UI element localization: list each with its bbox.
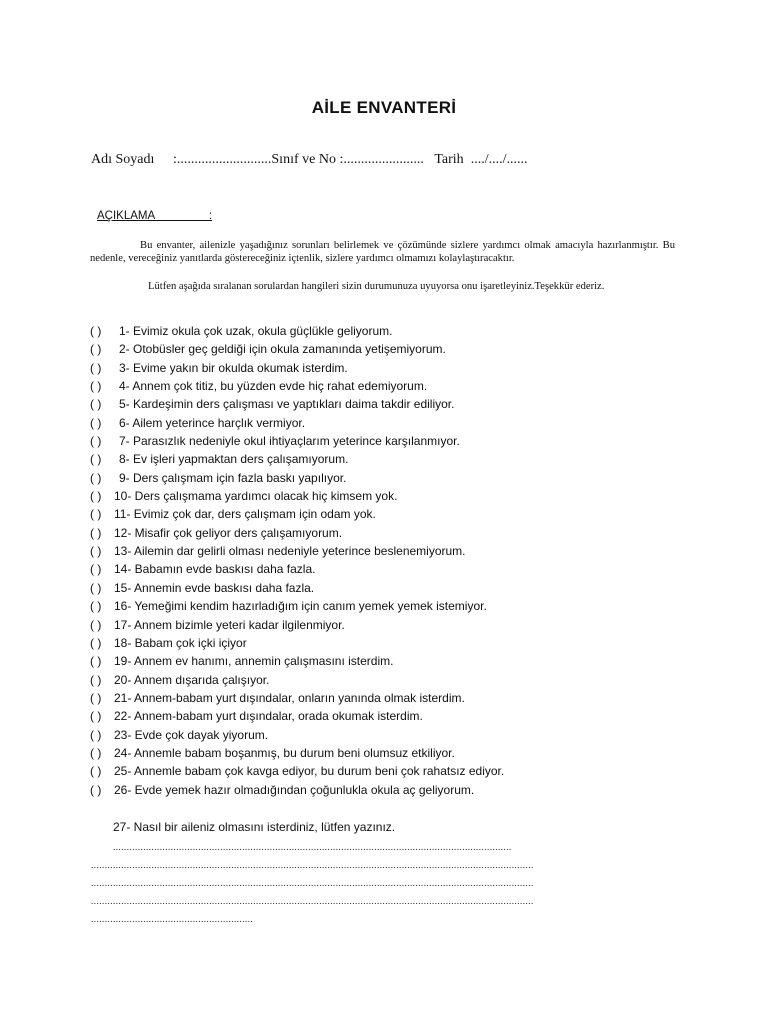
date-field[interactable]: ..../..../...... (470, 152, 528, 167)
checkbox[interactable]: ( ) (90, 434, 102, 449)
description-paragraph: Bu envanter, ailenizle yaşadığınız sorunları belirlemek ve çözümünde sizlere yardımcı olmak amacıyla hazırlanmıştır. Bu nedenle, vereceğiniz yanıtlarda göstereceğiniz içtenlik, sizlere yardımcı olmamızı kolaylaştıracaktır. (90, 240, 675, 265)
answer-line[interactable]: ................................................................................................................................................................. (91, 860, 534, 870)
question-text: 10- Ders çalışmama yardımcı olacak hiç kimsem yok. (114, 489, 398, 504)
list-item (90, 597, 710, 615)
name-label: Adı Soyadı (91, 152, 155, 167)
question-text: 22- Annem-babam yurt dışındalar, orada okumak isterdim. (114, 709, 423, 724)
question-text: 6- Ailem yeterince harçlık vermiyor. (119, 415, 306, 430)
list-item (90, 487, 710, 505)
question-text: 17- Annem bizimle yeteri kadar ilgilenmiyor. (114, 617, 345, 632)
question-text: 26- Evde yemek hazır olmadığından çoğunlukla okula aç geliyorum. (114, 782, 475, 797)
list-item (90, 395, 710, 413)
list-item (90, 671, 710, 689)
question-text: 14- Babamın evde baskısı daha fazla. (114, 562, 316, 577)
checkbox[interactable]: ( ) (90, 452, 102, 467)
list-item (90, 322, 710, 340)
list-item (90, 505, 710, 523)
question-text: 19- Annem ev hanımı, annemin çalışmasını isterdim. (114, 654, 394, 669)
page-title: AİLE ENVANTERİ (311, 98, 457, 117)
question-text: 3- Evime yakın bir okulda okumak isterdim. (119, 360, 348, 375)
checkbox[interactable]: ( ) (90, 617, 102, 632)
question-text: 11- Evimiz çok dar, ders çalışmam için odam yok. (114, 507, 376, 522)
question-text: 12- Misafir çok geliyor ders çalışamıyorum. (114, 525, 343, 540)
list-item (90, 652, 710, 670)
list-item (90, 726, 710, 744)
checkbox[interactable]: ( ) (90, 379, 102, 394)
question-text: 15- Annemin evde baskısı daha fazla. (114, 580, 315, 595)
list-item (90, 560, 710, 578)
question-text: 8- Ev işleri yapmaktan ders çalışamıyorum. (119, 452, 349, 467)
question-list (90, 322, 710, 799)
checkbox[interactable]: ( ) (90, 764, 102, 779)
checkbox[interactable]: ( ) (90, 635, 102, 650)
question-text: 7- Parasızlık nedeniyle okul ihtiyaçlarım yeterince karşılanmıyor. (119, 434, 460, 449)
list-item (90, 781, 710, 799)
list-item (90, 579, 710, 597)
list-item (90, 616, 710, 634)
list-item (90, 744, 710, 762)
question-text: 20- Annem dışarıda çalışıyor. (114, 672, 270, 687)
question-text: 1- Evimiz okula çok uzak, okula güçlükle geliyorum. (119, 324, 393, 338)
answer-line[interactable]: ........................................................... (91, 914, 254, 924)
instruction-paragraph: Lütfen aşağıda sıralanan sorulardan hangileri sizin durumunuza uyuyorsa onu işaretleyiniz.Teşekkür ederiz. (148, 281, 605, 292)
answer-line[interactable]: ................................................................................................................................................. (113, 842, 512, 852)
answer-line[interactable]: ................................................................................................................................................................. (91, 878, 534, 888)
checkbox[interactable]: ( ) (90, 507, 102, 522)
list-item (90, 340, 710, 358)
question-27: 27- Nasıl bir aileniz olmasını isterdiniz, lütfen yazınız. (113, 820, 396, 834)
list-item (90, 689, 710, 707)
checkbox[interactable]: ( ) (90, 489, 102, 504)
list-item (90, 432, 710, 450)
checkbox[interactable]: ( ) (90, 672, 102, 687)
question-text: 4- Annem çok titiz, bu yüzden evde hiç rahat edemiyorum. (119, 379, 428, 394)
question-text: 18- Babam çok içki içiyor (114, 635, 247, 650)
checkbox[interactable]: ( ) (90, 727, 102, 742)
checkbox[interactable]: ( ) (90, 782, 102, 797)
checkbox[interactable]: ( ) (90, 654, 102, 669)
question-text: 9- Ders çalışmam için fazla baskı yapılıyor. (119, 470, 347, 485)
list-item (90, 377, 710, 395)
list-item (90, 414, 710, 432)
checkbox[interactable]: ( ) (90, 544, 102, 559)
list-item (90, 634, 710, 652)
list-item (90, 450, 710, 468)
checkbox[interactable]: ( ) (90, 415, 102, 430)
question-text: 13- Ailemin dar gelirli olması nedeniyle yeterince beslenemiyorum. (114, 544, 466, 559)
question-text: 24- Annemle babam boşanmış, bu durum beni olumsuz etkiliyor. (114, 745, 455, 760)
date-label: Tarih (434, 152, 464, 167)
question-text: 5- Kardeşimin ders çalışması ve yaptıkları daima takdir ediliyor. (119, 397, 455, 412)
question-text: 23- Evde çok dayak yiyorum. (114, 727, 269, 742)
checkbox[interactable]: ( ) (90, 324, 102, 338)
checkbox[interactable]: ( ) (90, 562, 102, 577)
section-heading: AÇIKLAMA : (97, 210, 213, 222)
checkbox[interactable]: ( ) (90, 745, 102, 760)
question-text: 25- Annemle babam çok kavga ediyor, bu durum beni çok rahatsız ediyor. (114, 764, 505, 779)
checkbox[interactable]: ( ) (90, 709, 102, 724)
class-label: Sınıf ve No : (271, 152, 344, 167)
class-field[interactable]: ....................... (343, 152, 424, 167)
list-item (90, 469, 710, 487)
question-text: 16- Yemeğimi kendim hazırladığım için canım yemek yemek istemiyor. (114, 599, 487, 614)
checkbox[interactable]: ( ) (90, 397, 102, 412)
question-text: 21- Annem-babam yurt dışındalar, onların yanında olmak isterdim. (114, 690, 465, 705)
list-item (90, 524, 710, 542)
name-field[interactable]: :........................... (173, 152, 272, 167)
checkbox[interactable]: ( ) (90, 690, 102, 705)
checkbox[interactable]: ( ) (90, 525, 102, 540)
checkbox[interactable]: ( ) (90, 470, 102, 485)
checkbox[interactable]: ( ) (90, 360, 102, 375)
checkbox[interactable]: ( ) (90, 599, 102, 614)
student-info-row (91, 152, 711, 168)
list-item (90, 359, 710, 377)
list-item (90, 707, 710, 725)
checkbox[interactable]: ( ) (90, 342, 102, 357)
list-item (90, 542, 710, 560)
answer-line[interactable]: ................................................................................................................................................................. (91, 896, 534, 906)
list-item (90, 762, 710, 780)
checkbox[interactable]: ( ) (90, 580, 102, 595)
question-text: 2- Otobüsler geç geldiği için okula zamanında yetişemiyorum. (119, 342, 446, 357)
